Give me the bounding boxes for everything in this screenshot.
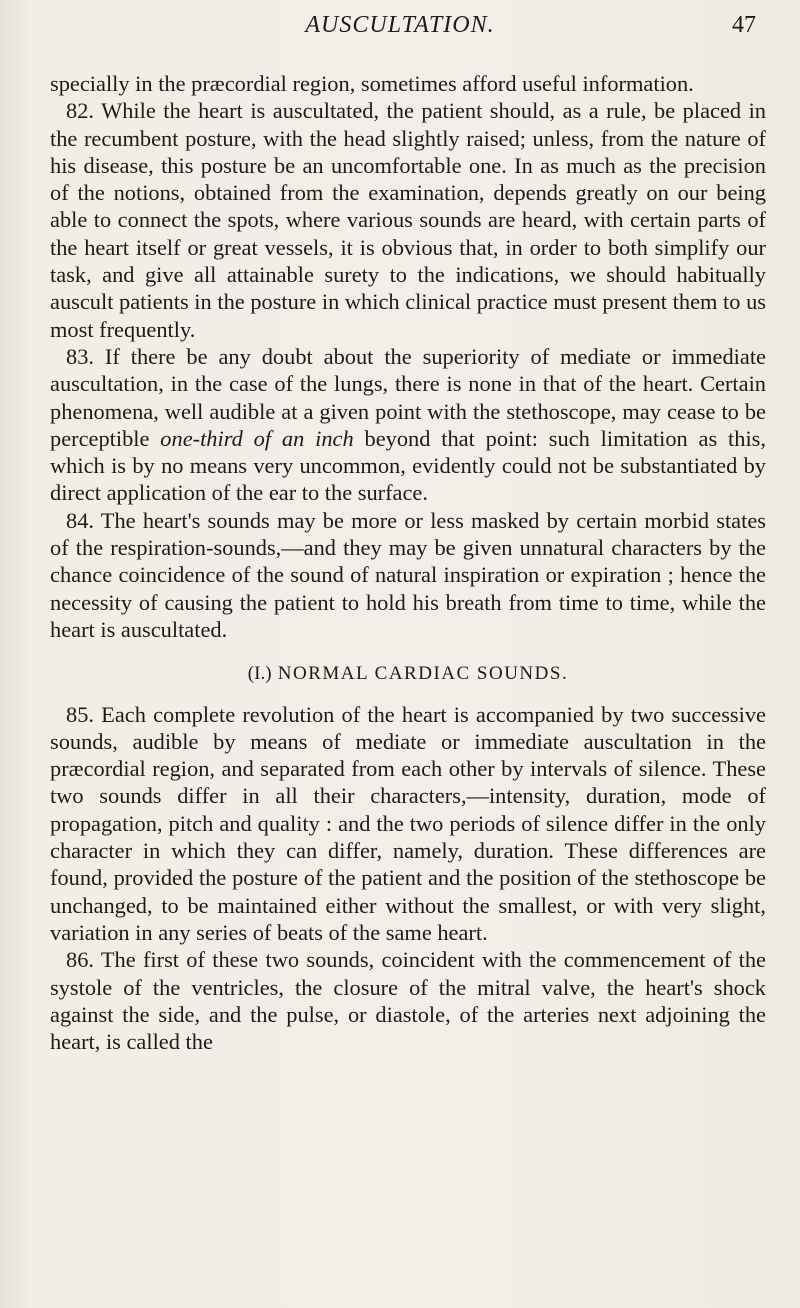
page-number: 47: [732, 12, 756, 38]
running-title: AUSCULTATION.: [305, 12, 495, 38]
paragraph-83-italic-phrase: one-third of an inch: [160, 425, 354, 451]
paragraph-continued: specially in the præcordial region, sometimes afford useful information.: [50, 71, 694, 96]
section-heading: [50, 660, 766, 687]
body-text: [50, 70, 766, 1055]
paragraph-86: 86. The first of these two sounds, coincident with the commencement of the systole of the ventricles, the closure of the mitral valve, the heart's shock against the side, and the pulse, or diastole, of the arteries next adjoining the heart, is called the: [50, 947, 766, 1055]
paragraph-83: [50, 343, 766, 507]
paragraph-82: 82. While the heart is auscultated, the patient should, as a rule, be placed in the recumbent posture, with the head slightly raised; unless, from the nature of his disease, this posture be an uncomfortable one. In as much as the precision of the notions, obtained from the examination, depends greatly on our being able to connect the spots, where various sounds are heard, with certain parts of the heart itself or great vessels, it is obvious that, in order to both simplify our task, and give all attainable surety to the indications, we should habitually auscult patients in the posture in which clinical practice must present them to us most frequently.: [50, 98, 766, 342]
page-header: [40, 12, 760, 48]
section-number: (I.): [247, 663, 272, 685]
paragraph-83-text-before: 83. If there be any doubt about the superiority of mediate or immediate auscultation, in the case of the lungs, there is none in that of the heart. Certain phenomena, well audible at a given point with the stethoscope, may cease to be perceptible: [50, 343, 766, 451]
paragraph-83-text-after: beyond that point: such limitation as this, which is by no means very uncommon, evidently could not be substantiated by direct application of the ear to the surface.: [50, 425, 766, 506]
paragraph-85: 85. Each complete revolution of the heart is accompanied by two successive sounds, audible by means of mediate or immediate auscultation in the præcordial region, and separated from each other by intervals of silence. These two sounds differ in all their characters,—intensity, duration, mode of propagation, pitch and quality : and the two periods of silence differ in the only character in which they can differ, namely, duration. These differences are found, provided the posture of the patient and the position of the stethoscope be unchanged, to be maintained either without the smallest, or with very slight, variation in any series of beats of the same heart.: [50, 701, 766, 945]
paragraph-84: 84. The heart's sounds may be more or less masked by certain morbid states of the respiration-sounds,—and they may be given unnatural characters by the chance coincidence of the sound of natural inspiration or expiration ; hence the necessity of causing the patient to hold his breath from time to time, while the heart is auscultated.: [50, 507, 766, 642]
section-title: NORMAL CARDIAC SOUNDS.: [277, 663, 569, 685]
